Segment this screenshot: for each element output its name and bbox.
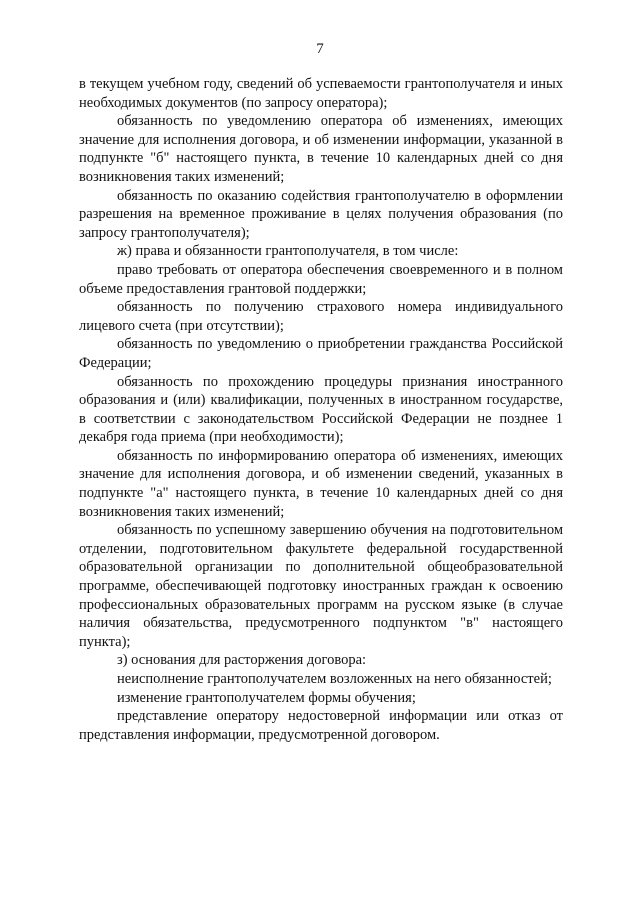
paragraph-education-recognition-duty: обязанность по прохождению процедуры признания иностранного образования и (или) квалификации, полученных в иностранном государстве, в соответствии с законодательством Российской Федерации не позднее 1 декабря года приема (при необходимости);	[79, 373, 563, 446]
paragraph-continuation: в текущем учебном году, сведений об успеваемости грантополучателя и иных необходимых документов (по запросу оператора);	[79, 76, 563, 111]
paragraph-assist-residence-permit: обязанность по оказанию содействия грантополучателю в оформлении разрешения на временное проживание в целях получения образования (по запросу грантополучателя);	[79, 187, 563, 241]
paragraph-nonfulfillment-ground: неисполнение грантополучателем возложенных на него обязанностей;	[117, 671, 552, 687]
paragraph-study-form-change-ground: изменение грантополучателем формы обучения;	[117, 689, 416, 706]
paragraph-right-to-demand-support: право требовать от оператора обеспечения своевременного и в полном объеме предоставления грантовой поддержки;	[79, 261, 563, 297]
page-number: 7	[316, 41, 324, 57]
paragraph-preparatory-completion-duty: обязанность по успешному завершению обучения на подготовительном отделении, подготовительном факультете федеральной государственной образовательной организации по дополнительной общеобразовательной программе, обеспечивающей подготовку иностранных граждан к освоению профессиональных образовательных программ на русском языке (в случае наличия обязательства, предусмотренного подпунктом "в" настоящего пункта);	[79, 522, 563, 650]
paragraph-inform-operator-duty: обязанность по информированию оператора об изменениях, имеющих значение для исполнения договора, и об изменении сведений, указанных в подпункте "а" настоящего пункта, в течение 10 календарных дней со дня возникновения таких изменений;	[79, 447, 563, 520]
paragraph-false-information-ground: представление оператору недостоверной информации или отказ от представления информации, предусмотренной договором.	[79, 708, 563, 743]
paragraph-citizenship-notice-duty: обязанность по уведомлению о приобретении гражданства Российской Федерации;	[79, 336, 563, 371]
paragraph-insurance-number-duty: обязанность по получению страхового номера индивидуального лицевого счета (при отсутствии);	[79, 299, 563, 334]
paragraph-subpoint-zh-heading: ж) права и обязанности грантополучателя, в том числе:	[117, 243, 459, 260]
paragraph-subpoint-z-heading: з) основания для расторжения договора:	[117, 652, 367, 669]
document-body	[79, 75, 563, 744]
paragraph-notify-operator-duty: обязанность по уведомлению оператора об изменениях, имеющих значение для исполнения договора, и об изменении информации, указанной в подпункте "б" настоящего пункта, в течение 10 календарных дней со дня возникновения таких изменений;	[79, 113, 563, 185]
